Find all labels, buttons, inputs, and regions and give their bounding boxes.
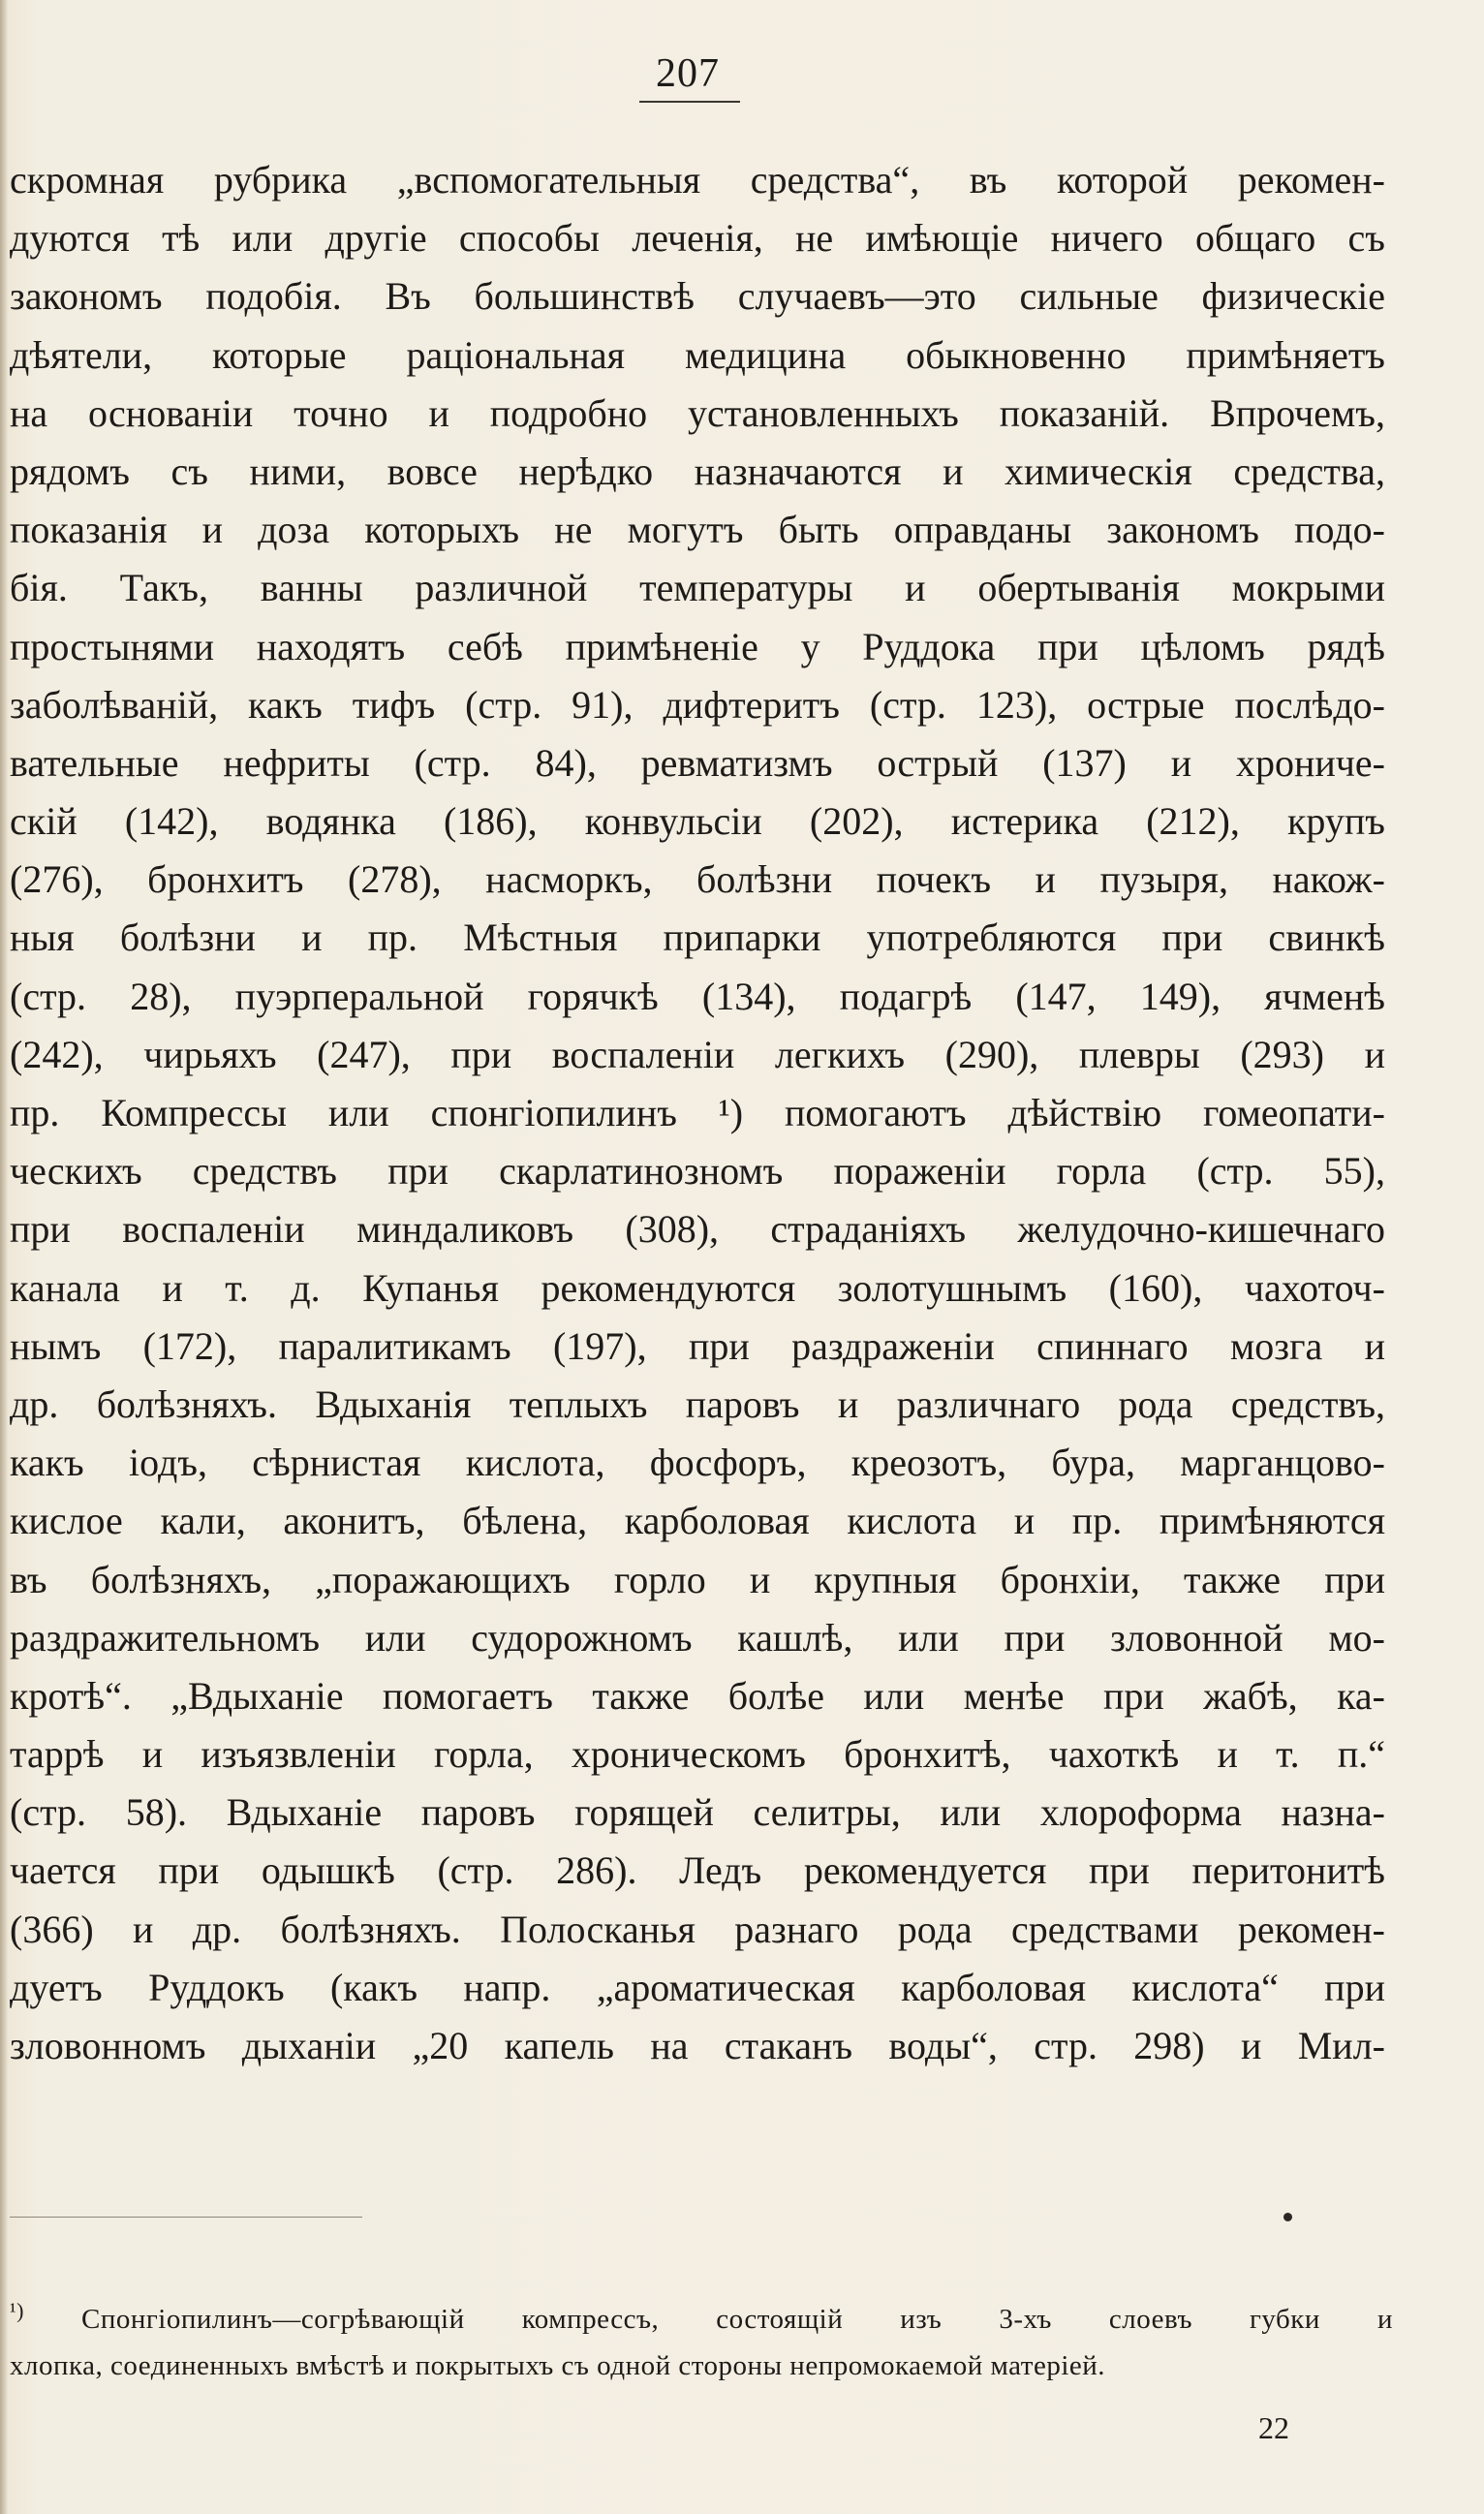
text-line: дѣятели, которые раціональная медицина обыкновенно примѣняетъ bbox=[10, 332, 1385, 377]
text-line: (366) и др. болѣзняхъ. Полосканья разнаго рода средствами рекомен- bbox=[10, 1907, 1385, 1951]
text-line: вательные нефриты (стр. 84), ревматизмъ острый (137) и хрониче- bbox=[10, 740, 1385, 785]
text-line: какъ іодъ, сѣрнистая кислота, фосфоръ, креозотъ, бура, марганцово- bbox=[10, 1441, 1385, 1485]
footnote bbox=[10, 2296, 1393, 2389]
footnote-line: хлопка, соединенныхъ вмѣстѣ и покрытыхъ съ одной стороны непромокаемой матеріей. bbox=[10, 2350, 1106, 2381]
text-line: скромная рубрика „вспомогательныя средства“, въ которой рекомен- bbox=[10, 158, 1385, 202]
footnote-text: Спонгіопилинъ—согрѣвающій компрессъ, состоящій изъ 3-хъ слоевъ губки и bbox=[80, 2304, 1393, 2335]
text-line: дуются тѣ или другіе способы леченія, не имѣющіе ничего общаго съ bbox=[10, 216, 1385, 261]
text-line: рядомъ съ ними, вовсе нерѣдко назначаются и химическія средства, bbox=[10, 449, 1385, 493]
text-line: ныя болѣзни и пр. Мѣстныя припарки употребляются при свинкѣ bbox=[10, 916, 1385, 960]
footnote-marker: ¹) bbox=[10, 2298, 24, 2323]
body-text bbox=[10, 151, 1385, 2075]
text-line: въ болѣзняхъ, „поражающихъ горло и крупныя бронхіи, также при bbox=[10, 1557, 1385, 1601]
text-line: ческихъ средствъ при скарлатинозномъ пораженіи горла (стр. 55), bbox=[10, 1149, 1385, 1194]
text-line: пр. Компрессы или спонгіопилинъ ¹) помогаютъ дѣйствію гомеопати- bbox=[10, 1091, 1385, 1134]
footnote-line bbox=[10, 2296, 1393, 2343]
page-number-rule bbox=[639, 101, 740, 103]
footnote-rule bbox=[10, 2217, 362, 2218]
text-line: канала и т. д. Купанья рекомендуются золотушнымъ (160), чахоточ- bbox=[10, 1265, 1385, 1310]
text-line: (стр. 28), пуэрперальной горячкѣ (134), подагрѣ (147, 149), ячменѣ bbox=[10, 974, 1385, 1018]
text-line: др. болѣзняхъ. Вдыханія теплыхъ паровъ и различнаго рода средствъ, bbox=[10, 1381, 1385, 1426]
print-speck bbox=[1283, 2213, 1292, 2221]
text-line: кротѣ“. „Вдыханіе помогаетъ также болѣе или менѣе при жабѣ, ка- bbox=[10, 1673, 1385, 1718]
text-line: кислое кали, аконитъ, бѣлена, карболовая кислота и пр. примѣняются bbox=[10, 1499, 1385, 1543]
text-line: заболѣваній, какъ тифъ (стр. 91), дифтеритъ (стр. 123), острые послѣдо- bbox=[10, 682, 1385, 727]
text-line: закономъ подобія. Въ большинствѣ случаевъ—это сильные физическіе bbox=[10, 274, 1385, 319]
page-number: 207 bbox=[656, 51, 720, 96]
text-line: нымъ (172), паралитикамъ (197), при раздраженіи спиннаго мозга и bbox=[10, 1323, 1385, 1368]
text-line: простынями находятъ себѣ примѣненіе у Руддока при цѣломъ рядѣ bbox=[10, 624, 1385, 668]
text-line: (стр. 58). Вдыханіе паровъ горящей селитры, или хлороформа назна- bbox=[10, 1790, 1385, 1835]
text-line: (242), чирьяхъ (247), при воспаленіи легкихъ (290), плевры (293) и bbox=[10, 1032, 1385, 1076]
text-line: дуетъ Руддокъ (какъ напр. „ароматическая карболовая кислота“ при bbox=[10, 1965, 1385, 2009]
text-line: (276), бронхитъ (278), насморкъ, болѣзни почекъ и пузыря, накож- bbox=[10, 857, 1385, 902]
text-line: скій (142), водянка (186), конвульсіи (202), истерика (212), крупъ bbox=[10, 799, 1385, 844]
text-line: чается при одышкѣ (стр. 286). Ледъ рекомендуется при перитонитѣ bbox=[10, 1848, 1385, 1893]
text-line: на основаніи точно и подробно установленныхъ показаній. Впрочемъ, bbox=[10, 390, 1385, 435]
text-line: раздражительномъ или судорожномъ кашлѣ, или при зловонной мо- bbox=[10, 1615, 1385, 1660]
signature-mark: 22 bbox=[1258, 2410, 1289, 2445]
text-line: бія. Такъ, ванны различной температуры и обертыванія мокрыми bbox=[10, 566, 1385, 610]
text-line: показанія и доза которыхъ не могутъ быть оправданы закономъ подо- bbox=[10, 508, 1385, 552]
text-line: таррѣ и изъязвленіи горла, хроническомъ бронхитѣ, чахоткѣ и т. п.“ bbox=[10, 1732, 1385, 1777]
binding-shadow bbox=[0, 0, 8, 2514]
text-line: зловонномъ дыханіи „20 капель на стаканъ воды“, стр. 298) и Мил- bbox=[10, 2024, 1385, 2067]
text-line: при воспаленіи миндаликовъ (308), страданіяхъ желудочно-кишечнаго bbox=[10, 1207, 1385, 1252]
